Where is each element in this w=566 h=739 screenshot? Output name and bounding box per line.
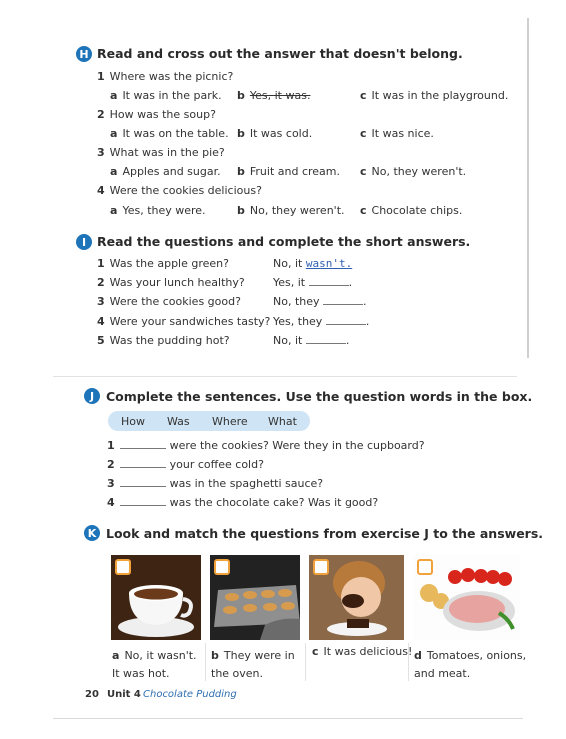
- section-i-badge: I: [76, 234, 92, 250]
- i-answer: [273, 334, 349, 347]
- i-question-text: Were your sandwiches tasty?: [109, 315, 271, 328]
- i-question-number: 2: [97, 276, 105, 289]
- h-question-number: 3: [97, 146, 105, 159]
- checkbox-photo-c[interactable]: [313, 559, 329, 575]
- h-option-c[interactable]: [360, 204, 462, 217]
- h-question-text: How was the soup?: [109, 108, 216, 121]
- h-option-b[interactable]: [237, 204, 345, 217]
- i-question-number: 1: [97, 257, 105, 270]
- h-option-c[interactable]: [360, 127, 434, 140]
- i-answer-end: .: [365, 315, 370, 328]
- j-sentence: [107, 496, 378, 509]
- h-option-text: It was in the playground.: [371, 89, 509, 102]
- answer-a-line1: [112, 649, 197, 662]
- h-option-letter: a: [110, 127, 118, 140]
- answer-d-letter: d: [414, 649, 422, 662]
- i-answer-blank[interactable]: [309, 276, 349, 286]
- i-handwritten-answer: wasn't.: [305, 257, 353, 270]
- section-h-badge: H: [76, 46, 92, 62]
- i-question: [97, 315, 270, 328]
- h-option-text: It was in the park.: [122, 89, 222, 102]
- unit-topic: Chocolate Pudding: [143, 689, 237, 700]
- j-sentence-blank[interactable]: [120, 477, 166, 487]
- i-answer-start: Yes, it: [273, 276, 306, 289]
- h-option-c[interactable]: [360, 165, 466, 178]
- word-box-what: What: [268, 415, 297, 428]
- answer-c-letter: c: [312, 645, 319, 658]
- page-edge-line: [527, 18, 529, 358]
- i-question-text: Was your lunch healthy?: [109, 276, 245, 289]
- j-sentence-number: 3: [107, 477, 115, 490]
- word-box-was: Was: [167, 415, 190, 428]
- h-option-letter: c: [360, 204, 367, 217]
- section-j-title: Complete the sentences. Use the question words in the box.: [106, 389, 533, 404]
- checkbox-photo-d[interactable]: [417, 559, 433, 575]
- answer-b-text: They were in: [223, 649, 295, 662]
- h-question: [97, 108, 216, 121]
- h-option-b[interactable]: [237, 127, 312, 140]
- h-option-text: Fruit and cream.: [249, 165, 341, 178]
- i-question-number: 3: [97, 295, 105, 308]
- h-option-letter: a: [110, 204, 118, 217]
- h-option-text: Chocolate chips.: [371, 204, 463, 217]
- answer-separator: [305, 643, 306, 681]
- h-option-a[interactable]: [110, 204, 206, 217]
- i-question: [97, 334, 230, 347]
- i-question: [97, 257, 229, 270]
- h-question: [97, 184, 262, 197]
- j-sentence: [107, 458, 264, 471]
- i-answer-end: .: [363, 295, 367, 308]
- answer-a-letter: a: [112, 649, 120, 662]
- section-k-title: Look and match the questions from exercise J to the answers.: [106, 526, 544, 541]
- i-question: [97, 295, 241, 308]
- j-sentence: [107, 439, 425, 452]
- h-option-text: No, they weren't.: [249, 204, 345, 217]
- h-question-number: 4: [97, 184, 105, 197]
- i-answer-blank[interactable]: [326, 315, 366, 325]
- section-h-title: Read and cross out the answer that doesn't belong.: [97, 46, 463, 61]
- j-sentence-number: 4: [107, 496, 115, 509]
- j-sentence-text: your coffee cold?: [169, 458, 264, 471]
- h-option-letter: c: [360, 89, 367, 102]
- h-option-text: Yes, they were.: [122, 204, 206, 217]
- i-answer-start: Yes, they: [273, 315, 323, 328]
- i-question-number: 4: [97, 315, 105, 328]
- h-option-text: No, they weren't.: [371, 165, 467, 178]
- j-sentence: [107, 477, 323, 490]
- h-option-text: It was nice.: [371, 127, 434, 140]
- i-question-text: Was the apple green?: [109, 257, 229, 270]
- h-option-letter: c: [360, 165, 367, 178]
- j-sentence-blank[interactable]: [120, 439, 166, 449]
- h-option-text: Yes, it was.: [249, 89, 311, 102]
- h-option-letter: b: [237, 204, 245, 217]
- answer-d-line2: and meat.: [414, 667, 471, 680]
- answer-b-line2: the oven.: [211, 667, 264, 680]
- unit-label: Unit 4: [107, 689, 141, 700]
- h-question-text: What was in the pie?: [109, 146, 225, 159]
- word-box-how: How: [121, 415, 145, 428]
- section-divider: [53, 376, 517, 377]
- h-option-text: It was cold.: [249, 127, 313, 140]
- answer-a-text: No, it wasn't.: [124, 649, 197, 662]
- footer-rule: [53, 718, 523, 719]
- h-question: [97, 70, 233, 83]
- j-sentence-text: was in the spaghetti sauce?: [169, 477, 324, 490]
- h-option-letter: a: [110, 89, 118, 102]
- i-answer-blank[interactable]: [323, 295, 363, 305]
- h-option-a[interactable]: [110, 89, 222, 102]
- h-question-number: 2: [97, 108, 105, 121]
- i-question-text: Were the cookies good?: [109, 295, 241, 308]
- i-question-text: Was the pudding hot?: [109, 334, 230, 347]
- h-option-a[interactable]: [110, 165, 221, 178]
- h-option-text: It was on the table.: [122, 127, 229, 140]
- section-j-badge: J: [84, 388, 100, 404]
- i-question: [97, 276, 245, 289]
- answer-a-line2: It was hot.: [112, 667, 170, 680]
- answer-separator: [205, 643, 206, 681]
- section-k-badge: K: [84, 525, 100, 541]
- answer-c-line1: [312, 645, 412, 658]
- word-box-where: Where: [212, 415, 248, 428]
- i-answer: [273, 276, 352, 289]
- h-option-letter: c: [360, 127, 367, 140]
- j-sentence-blank[interactable]: [120, 458, 166, 468]
- i-answer: [273, 315, 369, 328]
- answer-b-line1: [211, 649, 295, 662]
- i-answer: [273, 295, 367, 308]
- page-number: 20: [85, 689, 99, 700]
- i-answer-blank[interactable]: [306, 334, 346, 344]
- j-sentence-text: were the cookies? Were they in the cupboard?: [169, 439, 425, 452]
- h-option-b[interactable]: [237, 165, 340, 178]
- answer-d-text: Tomatoes, onions,: [426, 649, 527, 662]
- i-answer-start: No, they: [273, 295, 320, 308]
- h-question-text: Were the cookies delicious?: [109, 184, 262, 197]
- h-option-letter: b: [237, 127, 245, 140]
- j-sentence-text: was the chocolate cake? Was it good?: [169, 496, 379, 509]
- checkbox-photo-b[interactable]: [214, 559, 230, 575]
- h-option-a[interactable]: [110, 127, 229, 140]
- i-answer-start: No, it: [273, 257, 303, 270]
- i-answer: [273, 257, 352, 270]
- h-option-letter: b: [237, 89, 245, 102]
- h-option-b[interactable]: [237, 89, 310, 102]
- i-question-number: 5: [97, 334, 105, 347]
- answer-c-text: It was delicious!: [323, 645, 413, 658]
- i-answer-end: .: [348, 276, 353, 289]
- h-question-number: 1: [97, 70, 105, 83]
- j-sentence-number: 1: [107, 439, 115, 452]
- checkbox-photo-a[interactable]: [115, 559, 131, 575]
- h-option-letter: a: [110, 165, 118, 178]
- i-answer-start: No, it: [273, 334, 303, 347]
- answer-d-line1: [414, 649, 526, 662]
- j-sentence-blank[interactable]: [120, 496, 166, 506]
- section-i-title: Read the questions and complete the short answers.: [97, 234, 471, 249]
- h-option-c[interactable]: [360, 89, 508, 102]
- h-question-text: Where was the picnic?: [109, 70, 234, 83]
- j-sentence-number: 2: [107, 458, 115, 471]
- h-option-text: Apples and sugar.: [122, 165, 221, 178]
- h-question: [97, 146, 225, 159]
- h-option-letter: b: [237, 165, 245, 178]
- answer-b-letter: b: [211, 649, 219, 662]
- i-answer-end: .: [345, 334, 350, 347]
